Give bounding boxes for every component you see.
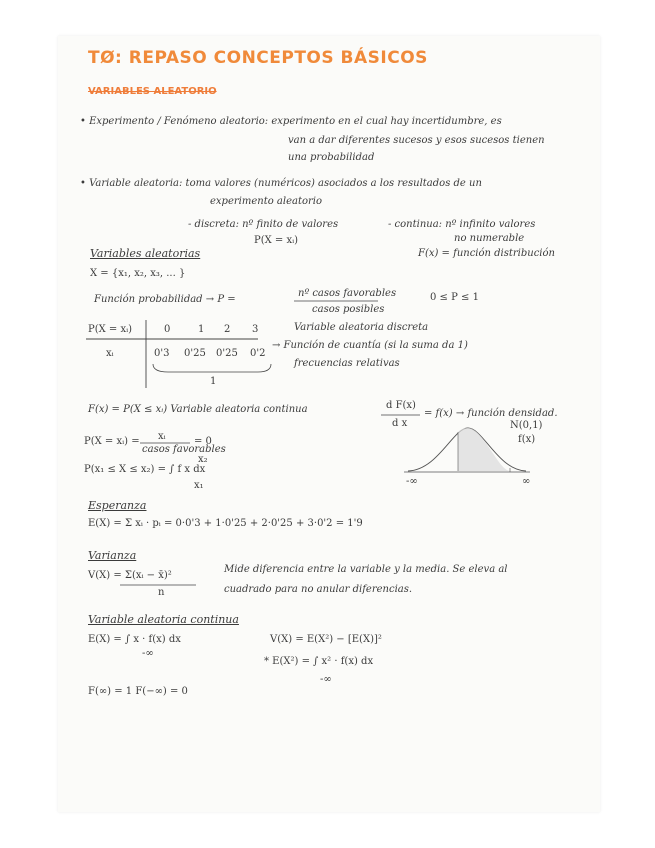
varianza-note-2: cuadrado para no anular diferencias. [224,584,413,595]
derivative-numerator: d F(x) [386,400,416,411]
varianza-heading: Varianza [88,549,137,562]
p-equal-rhs: = 0 [194,436,212,447]
derivative-denominator: d x [392,418,408,429]
integral-probability: P(x₁ ≤ X ≤ x₂) = ∫ f x dx [84,464,206,475]
p-equal-denominator: casos favorables [142,444,226,455]
table-row-value: 0'25 [216,348,238,359]
varianza-note-1: Mide diferencia entre la variable y la media. Se eleva al [224,564,508,575]
table-row-label: xᵢ [106,348,114,359]
section-subtitle: VARIABLES ALEATORIO [88,86,217,97]
table-header-label: P(X = xᵢ) [88,324,133,335]
page-title: TØ: REPASO CONCEPTOS BÁSICOS [88,48,428,68]
continua-definition-2: no numerable [454,233,525,244]
table-header-value: 2 [224,324,231,335]
experimento-line-1: • Experimento / Fenómeno aleatorio: experimento en el cual hay incertidumbre, es [80,116,502,127]
random-variable-set: X = {x₁, x₂, x₃, ... } [90,268,186,279]
normal-label: N(0,1) [510,420,543,431]
notebook-page [58,36,600,812]
table-note-cuantia: → Función de cuantía (si la suma da 1) [272,340,468,351]
varianza-formula: V(X) = Σ(xᵢ − x̄)² [88,570,172,581]
table-note-discrete: Variable aleatoria discreta [294,322,429,333]
table-header-value: 0 [164,324,171,335]
density-function: = f(x) → función densidad. [424,408,558,419]
experimento-line-3: una probabilidad [288,152,375,163]
varianza-denominator: n [158,587,165,598]
table-row-value: 0'3 [154,348,170,359]
variable-line-2: experimento aleatorio [210,196,322,207]
table-sum: 1 [210,376,217,387]
probability-function-label: Función probabilidad → P = [94,294,236,305]
continuous-cdf: F(x) = P(X ≤ xᵢ) Variable aleatoria continua [88,404,308,415]
table-header-value: 3 [252,324,259,335]
variables-aleatorias-heading: Variables aleatorias [90,247,201,260]
continua-final-heading: Variable aleatoria continua [88,613,239,626]
sum-bracket [153,364,271,372]
table-row-value: 0'25 [184,348,206,359]
table-note-frecuencias: frecuencias relativas [294,358,400,369]
integral-lower-limit: x₁ [194,480,204,491]
continua-varianza: V(X) = E(X²) − [E(X)]² [270,634,382,645]
continua-esperanza: E(X) = ∫ x · f(x) dx [88,634,181,645]
distribution-function: F(x) = función distribución [418,248,555,259]
continua-esperanza-limit: -∞ [142,648,154,659]
integral-upper-limit: x₂ [198,454,208,465]
discreta-probability: P(X = xᵢ) [254,235,299,246]
experimento-line-2: van a dar diferentes sucesos y esos sucesos tienen [288,135,545,146]
p-equal-numerator: xᵢ [158,431,166,442]
continua-definition: - continua: nº infinito valores [388,219,536,230]
esperanza-formula: E(X) = Σ xᵢ · pᵢ = 0·0'3 + 1·0'25 + 2·0'25 + 3·0'2 = 1'9 [88,518,363,529]
normal-density-plot [404,428,530,472]
continua-ex2-limit: -∞ [320,674,332,685]
possible-cases: casos posibles [312,304,385,315]
continua-ex2: * E(X²) = ∫ x² · f(x) dx [264,656,374,667]
favorable-cases: nº casos favorables [298,288,397,299]
probability-range: 0 ≤ P ≤ 1 [430,292,479,303]
p-equal-lhs: P(X = xᵢ) = [84,436,140,447]
table-row-value: 0'2 [250,348,266,359]
table-header-value: 1 [198,324,205,335]
pos-infinity: ∞ [522,476,531,487]
discreta-definition: - discreta: nº finito de valores [188,219,339,230]
fx-label: f(x) [518,434,536,445]
neg-infinity: -∞ [406,476,418,487]
esperanza-heading: Esperanza [88,499,147,512]
cdf-limits: F(∞) = 1 F(−∞) = 0 [88,686,188,697]
variable-line-1: • Variable aleatoria: toma valores (numéricos) asociados a los resultados de un [80,178,482,189]
